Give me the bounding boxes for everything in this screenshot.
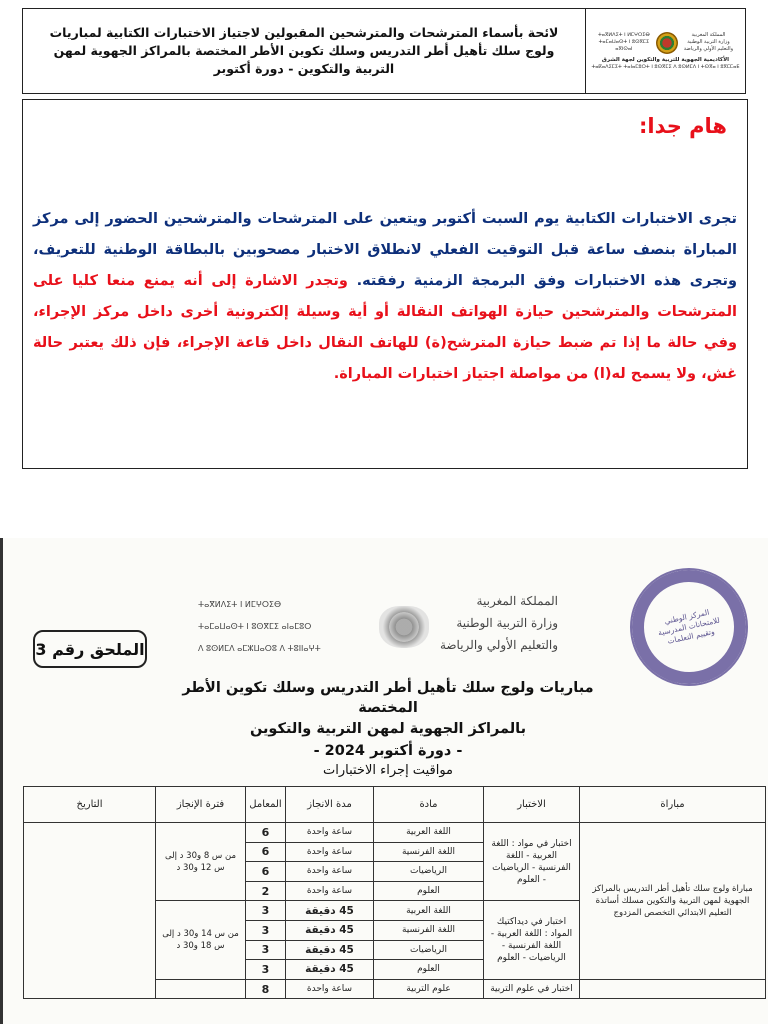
royal-emblem-icon	[656, 32, 678, 54]
annex-number-badge: الملحق رقم 3	[33, 630, 147, 668]
duration-cell: 45 دقيقة	[286, 960, 374, 980]
subject-cell: علوم التربية	[374, 979, 484, 999]
coefficient-cell: 6	[246, 842, 286, 862]
logo-tif-line: ⵜⴰⴳⵍⴷⵉⵜ ⵏ ⵍⵎⵖⵔⵉⴱ	[597, 32, 650, 38]
kingdom-tif-line: ⵜⴰⴳⵍⴷⵉⵜ ⵏ ⵍⵎⵖⵔⵉⴱ	[198, 600, 282, 609]
header-coefficient: المعامل	[246, 787, 286, 823]
stamp-text: المركز الوطني للامتحانات المدرسية وتقييم التعلمات	[657, 607, 721, 646]
coefficient-cell: 3	[246, 940, 286, 960]
academy-name: الأكاديمية الجهوية للتربية والتكوين لجهة الشرق	[601, 56, 730, 63]
exam-cell: اختبار في علوم التربية	[484, 979, 580, 999]
header-competition: مباراة	[580, 787, 766, 823]
notice-paragraph-schedule: تجرى الاختبارات الكتابية يوم السبت أكتوبر ويتعين على المترشحات والمترشحين الحضور إلى مركز المباراة بنصف ساعة قبل التوقيت الفعلي لانطلاق الاختبار مصحوبين بالبطاقة الوطنية للتعريف، وتجرى هذه الاختبارات وفق البرمجة الزمنية رفقته.	[33, 211, 737, 289]
duration-cell: ساعة واحدة	[286, 823, 374, 843]
period-cell	[156, 979, 246, 999]
exam-cell: اختبار في مواد : اللغة العربية - اللغة الفرنسية - الرياضيات - العلوم	[484, 823, 580, 901]
table-header-row	[24, 787, 766, 823]
coefficient-cell: 3	[246, 901, 286, 921]
exam-schedule-table	[23, 786, 766, 999]
duration-cell: ساعة واحدة	[286, 881, 374, 901]
header-subject: مادة	[374, 787, 484, 823]
subject-cell: اللغة العربية	[374, 901, 484, 921]
logo-ar-line: وزارة التربية الوطنية	[687, 39, 730, 45]
subject-cell: اللغة الفرنسية	[374, 920, 484, 940]
kingdom-tifinagh-block	[198, 594, 373, 660]
logo-tifinagh-text	[598, 32, 650, 53]
document-header	[22, 8, 746, 94]
header-date: التاريخ	[24, 787, 156, 823]
header-exam: الاختبار	[484, 787, 580, 823]
duration-cell: ساعة واحدة	[286, 979, 374, 999]
academy-name-tifinagh: ⵜⴰⴽⴰⴷⵉⵎⵉⵜ ⵜⴰⵏⴰⵎⵓⵔⵜ ⵏ ⵓⵙⴳⵎⵉ ⴷ ⵓⵙⵍⵎⴷ ⵏ ⵜⵙⴳⴰ ⵏ ⵓⴳⵎⵎⴰⴹ	[591, 63, 740, 70]
academy-logo-block	[585, 9, 745, 93]
annex-title-line: مباريات ولوج سلك تأهيل أطر التدريس وسلك تكوين الأطر المختصة	[182, 680, 594, 716]
duration-cell: 45 دقيقة	[286, 920, 374, 940]
logo-arabic-text	[684, 32, 733, 53]
header-duration: مدة الانجاز	[286, 787, 374, 823]
period-cell: من س 14 و30 د إلى س 18 و30 د	[156, 901, 246, 979]
coefficient-cell: 3	[246, 960, 286, 980]
coefficient-cell: 8	[246, 979, 286, 999]
competition-cell: مباراة ولوج سلك تأهيل أطر التدريس بالمراكز الجهوية لمهن التربية والتكوين مسلك أساتذة التعليم الابتدائي التخصص المزدوج	[580, 823, 766, 980]
period-cell: من س 8 و30 د إلى س 12 و30 د	[156, 823, 246, 901]
document-title: لائحة بأسماء المترشحات والمترشحين المقبولين لاجتياز الاختبارات الكتابية لمباريات ولوج سلك تأهيل أطر التدريس وسلك تكوين الأطر المختصة بالمراكز الجهوية لمهن التربية والتكوين - دورة أكتوبر	[49, 25, 559, 76]
table-row	[24, 823, 766, 843]
subject-cell: العلوم	[374, 881, 484, 901]
annex-subtitle: مواقيت إجراء الاختبارات	[323, 763, 453, 778]
coefficient-cell: 6	[246, 823, 286, 843]
annex-title-line: بالمراكز الجهوية لمهن التربية والتكوين	[249, 721, 527, 737]
date-cell	[24, 823, 156, 999]
logo-tif-line: ⵜⴰⵎⴰⵡⴰⵙⵜ ⵏ ⵓⵙⴳⵎⵉ	[598, 39, 650, 45]
royal-crest-icon	[379, 606, 429, 648]
subject-cell: الرياضيات	[374, 940, 484, 960]
logo-row	[590, 32, 741, 54]
competition-cell-continued	[580, 979, 766, 999]
duration-cell: ساعة واحدة	[286, 842, 374, 862]
kingdom-tif-line: ⴷ ⵓⵙⵍⵎⴷ ⴰⵎⵣⵡⴰⵔⵓ ⴷ ⵜⵓⵏⵏⴰⵖⵜ	[198, 644, 321, 653]
subject-cell: اللغة العربية	[374, 823, 484, 843]
annex-title-block	[153, 678, 623, 780]
kingdom-ar-line: وزارة التربية الوطنية	[456, 616, 558, 630]
important-notice-box	[22, 99, 748, 469]
subject-cell: اللغة الفرنسية	[374, 842, 484, 862]
exam-cell: اختبار في ديداكتيك المواد : اللغة العربية - اللغة الفرنسية - الرياضيات - العلوم	[484, 901, 580, 979]
duration-cell: ساعة واحدة	[286, 862, 374, 882]
coefficient-cell: 2	[246, 881, 286, 901]
kingdom-ar-line: المملكة المغربية	[476, 594, 558, 608]
kingdom-ar-line: والتعليم الأولي والرياضة	[439, 638, 558, 652]
logo-ar-line: المملكة المغربية	[691, 32, 726, 38]
coefficient-cell: 6	[246, 862, 286, 882]
header-period: فترة الإنجاز	[156, 787, 246, 823]
notice-paragraph-phones: وتجدر الاشارة إلى أنه يمنع منعا كليا على المترشحات والمترشحين حيازة الهواتف النقالة أو أية وسيلة إلكترونية أخرى داخل مركز الإجراء، وفي حالة ما إذا تم ضبط حيازة المترشح(ة) للهاتف النقال داخل قاعة الإجراء، فإن ذلك يعتبر حالة غش، ولا يسمح له(ا) من مواصلة اجتياز اختبارات المباراة.	[33, 273, 737, 382]
subject-cell: العلوم	[374, 960, 484, 980]
coefficient-cell: 3	[246, 920, 286, 940]
kingdom-tif-line: ⵜⴰⵎⴰⵡⴰⵙⵜ ⵏ ⵓⵙⴳⵎⵉ ⴰⵏⴰⵎⵓⵔ	[198, 622, 312, 631]
duration-cell: 45 دقيقة	[286, 940, 374, 960]
duration-cell: 45 دقيقة	[286, 901, 374, 921]
annex-scan	[3, 538, 768, 1024]
notice-body	[33, 204, 737, 390]
logo-tif-line: ⴰⴳⵏⵙⴰⵏ	[615, 46, 633, 52]
subject-cell: الرياضيات	[374, 862, 484, 882]
notice-title: هام جدا:	[638, 114, 727, 138]
logo-ar-line: والتعليم الأولي والرياضة	[683, 46, 734, 52]
annex-session-line: - دورة أكتوبر 2024 -	[313, 743, 463, 759]
